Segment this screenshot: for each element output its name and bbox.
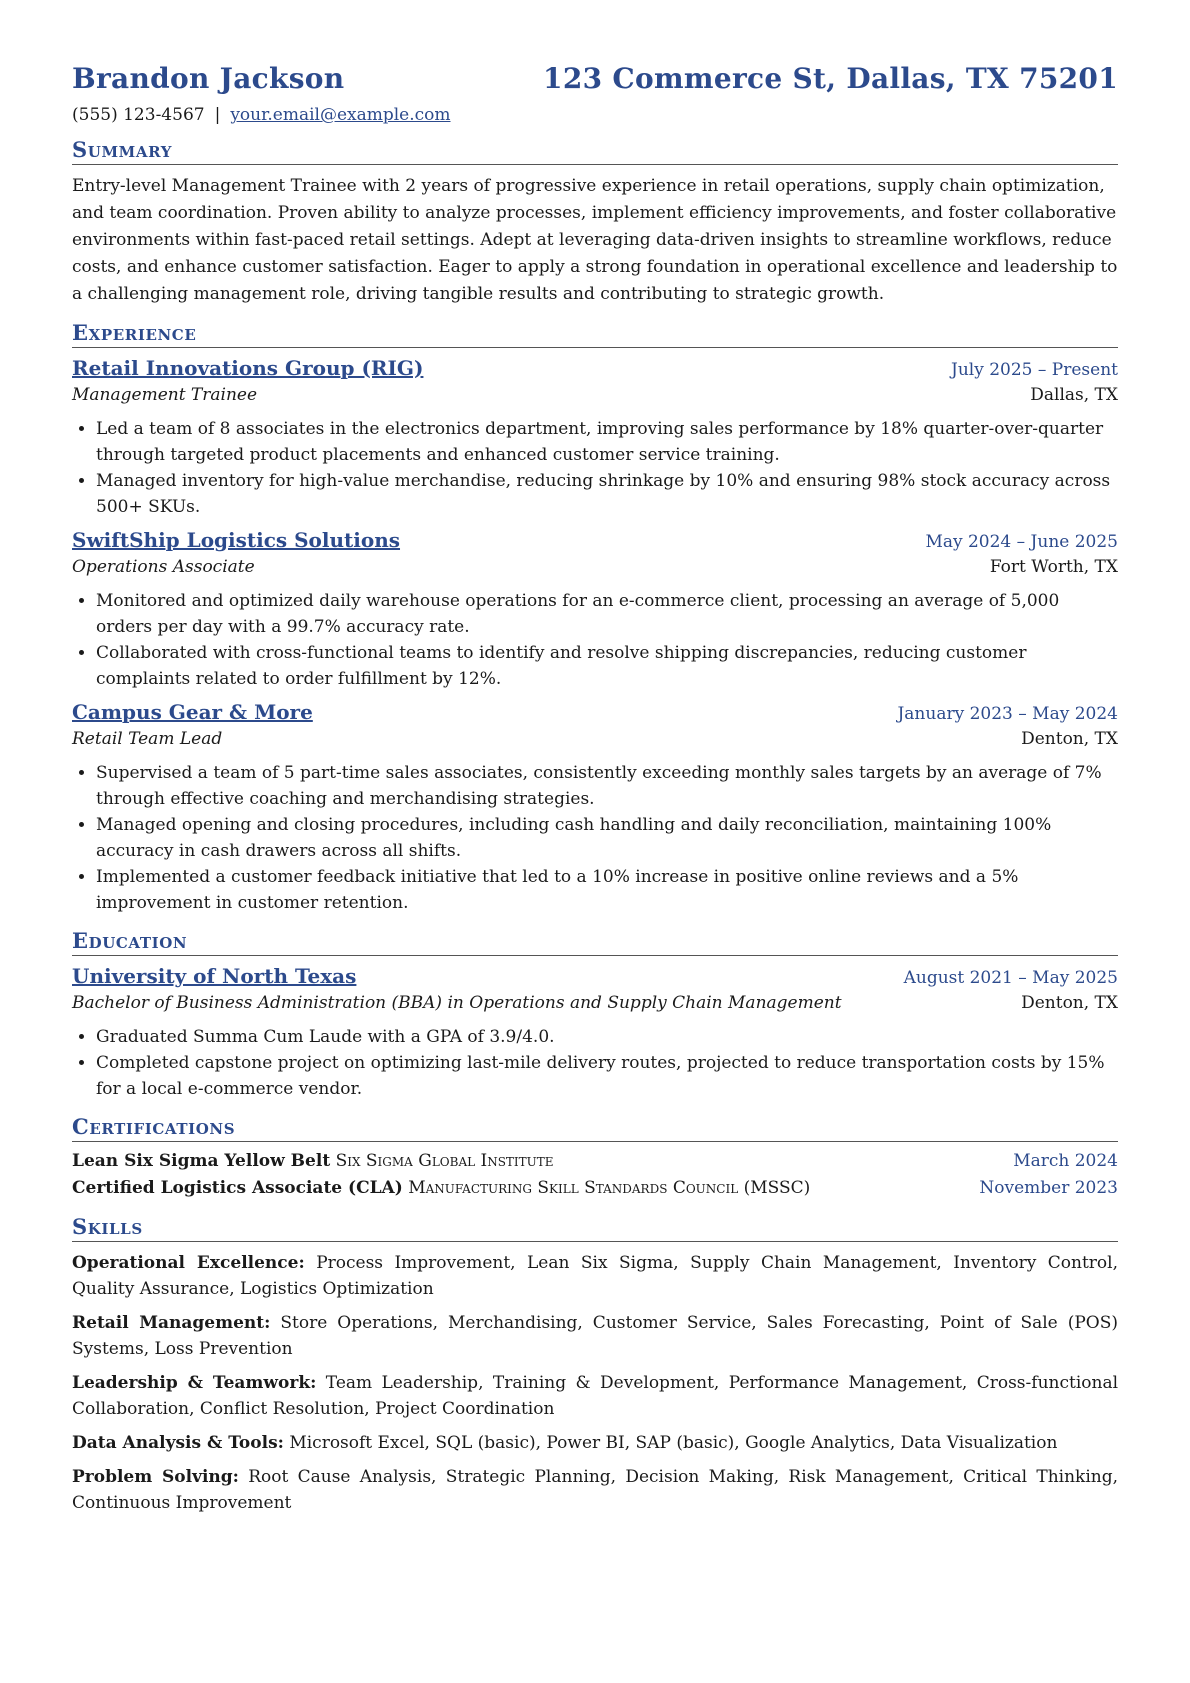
contact-separator: | (214, 105, 221, 125)
experience-entry (72, 692, 1118, 916)
education-entry (72, 956, 1118, 1102)
skill-items: Microsoft Excel, SQL (basic), Power BI, SAP (basic), Google Analytics, Data Visualization (289, 1433, 1058, 1453)
certification-list (72, 1148, 1118, 1202)
certification-item (72, 1175, 1118, 1202)
candidate-address: 123 Commerce St, Dallas, TX 75201 (543, 62, 1118, 95)
skill-group (72, 1464, 1118, 1516)
job-location: Denton, TX (1021, 729, 1118, 749)
experience-entry (72, 348, 1118, 520)
skill-items: Process Improvement, Lean Six Sigma, Supply Chain Management, Inventory Control, Quality Assurance, Logistics Optimization (72, 1253, 1118, 1299)
bullet-list (72, 760, 1118, 916)
skill-group (72, 1250, 1118, 1302)
skill-label: Retail Management: (72, 1313, 271, 1333)
skill-group (72, 1430, 1118, 1456)
education-dates: August 2021 – May 2025 (903, 968, 1118, 988)
skill-items: Team Leadership, Training & Development, Performance Management, Cross-functional Collaboration, Conflict Resolution, Project Coordination (72, 1373, 1119, 1419)
employment-dates: May 2024 – June 2025 (925, 532, 1118, 552)
bullet-list (72, 416, 1118, 520)
skill-label: Data Analysis & Tools: (72, 1433, 284, 1453)
bullet-item: • Led a team of 8 associates in the electronics department, improving sales performance by 18% quarter-over-quarter through targeted product placements and enhanced customer service training. (96, 416, 1118, 468)
skill-label: Operational Excellence: (72, 1253, 305, 1273)
certification-date: November 2023 (979, 1178, 1118, 1198)
phone-number: (555) 123-4567 (72, 105, 205, 125)
section-title-education: Education (72, 928, 1118, 956)
skills-list (72, 1250, 1118, 1516)
bullet-item: • Graduated Summa Cum Laude with a GPA of 3.9/4.0. (96, 1024, 1118, 1050)
school-link[interactable]: University of North Texas (72, 964, 357, 988)
job-title: Management Trainee (72, 385, 258, 405)
skill-items: Root Cause Analysis, Strategic Planning, Decision Making, Risk Management, Critical Thinking, Continuous Improvement (72, 1467, 1118, 1513)
skill-label: Leadership & Teamwork: (72, 1373, 317, 1393)
bullet-item: • Managed opening and closing procedures, including cash handling and daily reconciliation, maintaining 100% accuracy in cash drawers across all shifts. (96, 812, 1118, 864)
section-title-skills: Skills (72, 1214, 1118, 1242)
skill-group (72, 1370, 1118, 1422)
section-title-summary: Summary (72, 137, 1118, 165)
experience-entry (72, 520, 1118, 692)
certification-item (72, 1148, 1118, 1175)
job-title: Retail Team Lead (72, 729, 223, 749)
email-link[interactable]: your.email@example.com (230, 105, 451, 125)
certification-issuer: Manufacturing Skill Standards Council (MSSC) (408, 1178, 811, 1198)
employer-link[interactable]: Campus Gear & More (72, 700, 313, 724)
bullet-item: • Implemented a customer feedback initiative that led to a 10% increase in positive online reviews and a 5% improvement in customer retention. (96, 864, 1118, 916)
certification-date: March 2024 (1013, 1151, 1118, 1171)
skill-label: Problem Solving: (72, 1467, 239, 1487)
job-location: Fort Worth, TX (989, 557, 1118, 577)
school-location: Denton, TX (1021, 993, 1118, 1013)
bullet-item: • Managed inventory for high-value merchandise, reducing shrinkage by 10% and ensuring 98% stock accuracy across 500+ SKUs. (96, 468, 1118, 520)
certification-issuer: Six Sigma Global Institute (335, 1151, 554, 1171)
employer-link[interactable]: Retail Innovations Group (RIG) (72, 356, 424, 380)
bullet-item: • Completed capstone project on optimizing last-mile delivery routes, projected to reduce transportation costs by 15% for a local e-commerce vendor. (96, 1050, 1118, 1102)
bullet-item: • Monitored and optimized daily warehouse operations for an e-commerce client, processing an average of 5,000 orders per day with a 99.7% accuracy rate. (96, 588, 1118, 640)
degree: Bachelor of Business Administration (BBA) in Operations and Supply Chain Management (72, 993, 842, 1013)
summary-text: Entry-level Management Trainee with 2 years of progressive experience in retail operations, supply chain optimization, and team coordination. Proven ability to analyze processes, implement efficiency improvements, and foster collaborative environments within fast-paced retail settings. Adept at leveraging data-driven insights to streamline workflows, reduce costs, and enhance customer satisfaction. Eager to apply a strong foundation in operational excellence and leadership to a challenging management role, driving tangible results and contributing to strategic growth. (72, 176, 1118, 304)
employment-dates: January 2023 – May 2024 (897, 704, 1118, 724)
resume-header (72, 62, 1118, 95)
bullet-item: • Supervised a team of 5 part-time sales associates, consistently exceeding monthly sales targets by an average of 7% through effective coaching and merchandising strategies. (96, 760, 1118, 812)
employment-dates: July 2025 – Present (951, 360, 1118, 380)
employer-link[interactable]: SwiftShip Logistics Solutions (72, 528, 401, 552)
contact-line (72, 105, 1118, 125)
section-title-certifications: Certifications (72, 1114, 1118, 1142)
skill-items: Store Operations, Merchandising, Customer Service, Sales Forecasting, Point of Sale (POS) Systems, Loss Prevention (72, 1313, 1118, 1359)
certification-name: Certified Logistics Associate (CLA) (72, 1178, 403, 1198)
bullet-item: • Collaborated with cross-functional teams to identify and resolve shipping discrepancies, reducing customer complaints related to order fulfillment by 12%. (96, 640, 1118, 692)
bullet-list (72, 1024, 1118, 1102)
bullet-list (72, 588, 1118, 692)
job-location: Dallas, TX (1030, 385, 1118, 405)
skill-group (72, 1310, 1118, 1362)
job-title: Operations Associate (72, 557, 255, 577)
candidate-name: Brandon Jackson (72, 62, 345, 95)
certification-name: Lean Six Sigma Yellow Belt (72, 1151, 331, 1171)
section-title-experience: Experience (72, 320, 1118, 348)
